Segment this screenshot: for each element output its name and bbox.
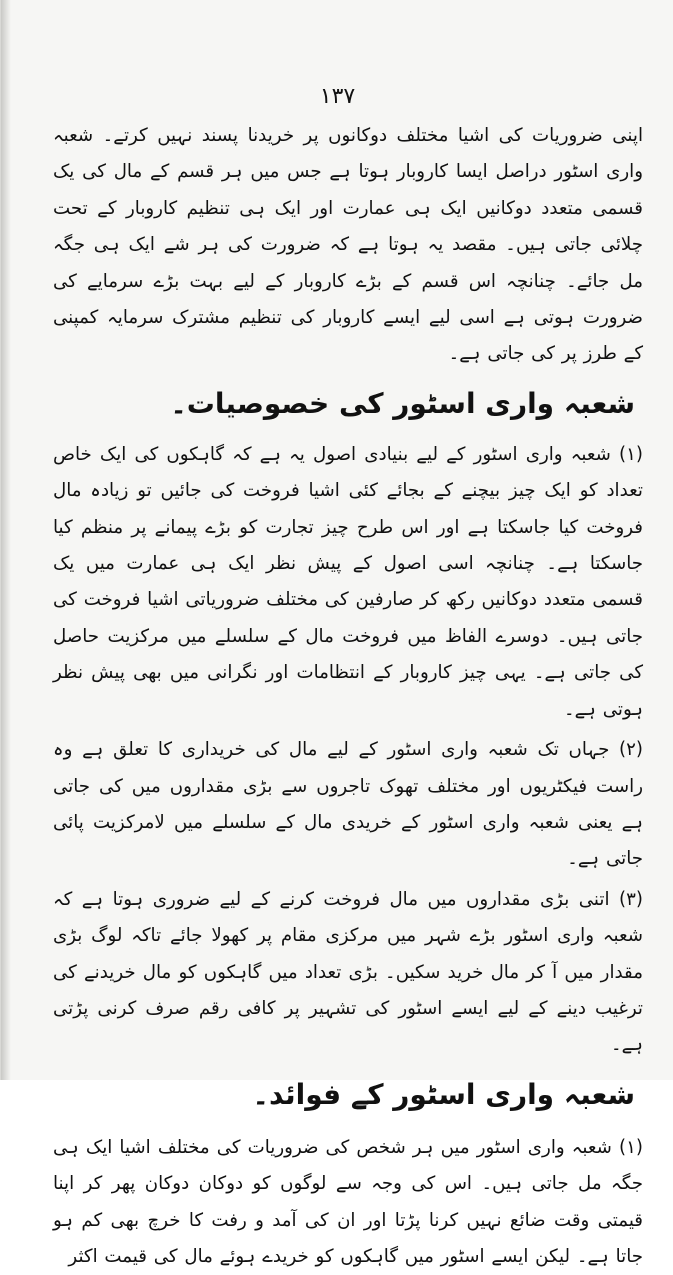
page-gutter-shadow [1, 0, 11, 1080]
page-body [53, 118, 643, 1275]
feature-item-2: (۲) جہاں تک شعبہ واری اسٹور کے لیے مال کی خریداری کا تعلق ہے وہ راست فیکٹریوں اور مختلف تھوک تاجروں سے بڑی مقداروں میں کی جاتی ہے یعنی شعبہ واری اسٹور کے خریدی مال کے سلسلے میں لامرکزیت پائی جاتی ہے۔ [53, 739, 643, 870]
page-number: ۱۳۷ [319, 84, 356, 109]
feature-item-1: (۱) شعبہ واری اسٹور کے لیے بنیادی اصول یہ ہے کہ گاہکوں کی ایک خاص تعداد کو ایک چیز بیچنے کے بجائے کئی اشیا فروخت کی جائیں تو زیادہ مال فروخت کیا جاسکتا ہے اور اس طرح چیز تجارت کو بڑے پیمانے پر منظم کیا جاسکتا ہے۔ چنانچہ اسی اصول کے پیش نظر ایک ہی عمارت میں یک قسمی متعدد دوکانیں رکھ کر صارفین کی مختلف ضروریاتی اشیا فروخت کی جاتی ہیں۔ دوسرے الفاظ میں فروخت مال کے سلسلے میں مرکزیت حاصل کی جاتی ہے۔ یہی چیز کاروبار کے انتظامات اور نگرانی میں بھی پیش نظر ہوتی ہے۔ [53, 443, 643, 720]
feature-item-3: (۳) اتنی بڑی مقداروں میں مال فروخت کرنے کے لیے ضروری ہوتا ہے کہ شعبہ واری اسٹور بڑے شہر میں مرکزی مقام پر کھولا جائے تاکہ لوگ بڑی مقدار میں آ کر مال خرید سکیں۔ بڑی تعداد میں گاہکوں کو مال خریدنے کی ترغیب دینے کے لیے ایسے اسٹور کی تشہیر پر کافی رقم صرف کرنی پڑتی ہے۔ [53, 888, 643, 1056]
benefits-heading: شعبہ واری اسٹور کے فوائد۔ [252, 1077, 635, 1111]
intro-paragraph: اپنی ضروریات کی اشیا مختلف دوکانوں پر خریدنا پسند نہیں کرتے۔ شعبہ واری اسٹور دراصل ایسا کاروبار ہوتا ہے جس میں ہر قسم کے مال کی یک قسمی متعدد دوکانیں ایک ہی عمارت اور ایک ہی تنظیم کاروبار کے تحت چلائی جاتی ہیں۔ مقصد یہ ہوتا ہے کہ ضرورت کی ہر شے ایک ہی جگہ مل جائے۔ چنانچہ اس قسم کے بڑے کاروبار کے لیے بہت بڑے سرمایے کی ضرورت ہوتی ہے اسی لیے ایسے کاروبار کی تنظیم مشترک سرمایہ کمپنی کے طرز پر کی جاتی ہے۔ [53, 125, 643, 365]
benefit-item-1: (۱) شعبہ واری اسٹور میں ہر شخص کی ضروریات کی مختلف اشیا ایک ہی جگہ مل جاتی ہیں۔ اس کی وجہ سے لوگوں کو دوکان دوکان پھر کر اپنا قیمتی وقت ضائع نہیں کرنا پڑتا اور ان کی آمد و رفت کا خرچ بھی کم ہو جاتا ہے۔ لیکن ایسے اسٹور میں گاہکوں کو خریدے ہوئے مال کی قیمت اکثر [53, 1136, 643, 1267]
features-heading: شعبہ واری اسٹور کی خصوصیات۔ [170, 386, 635, 420]
